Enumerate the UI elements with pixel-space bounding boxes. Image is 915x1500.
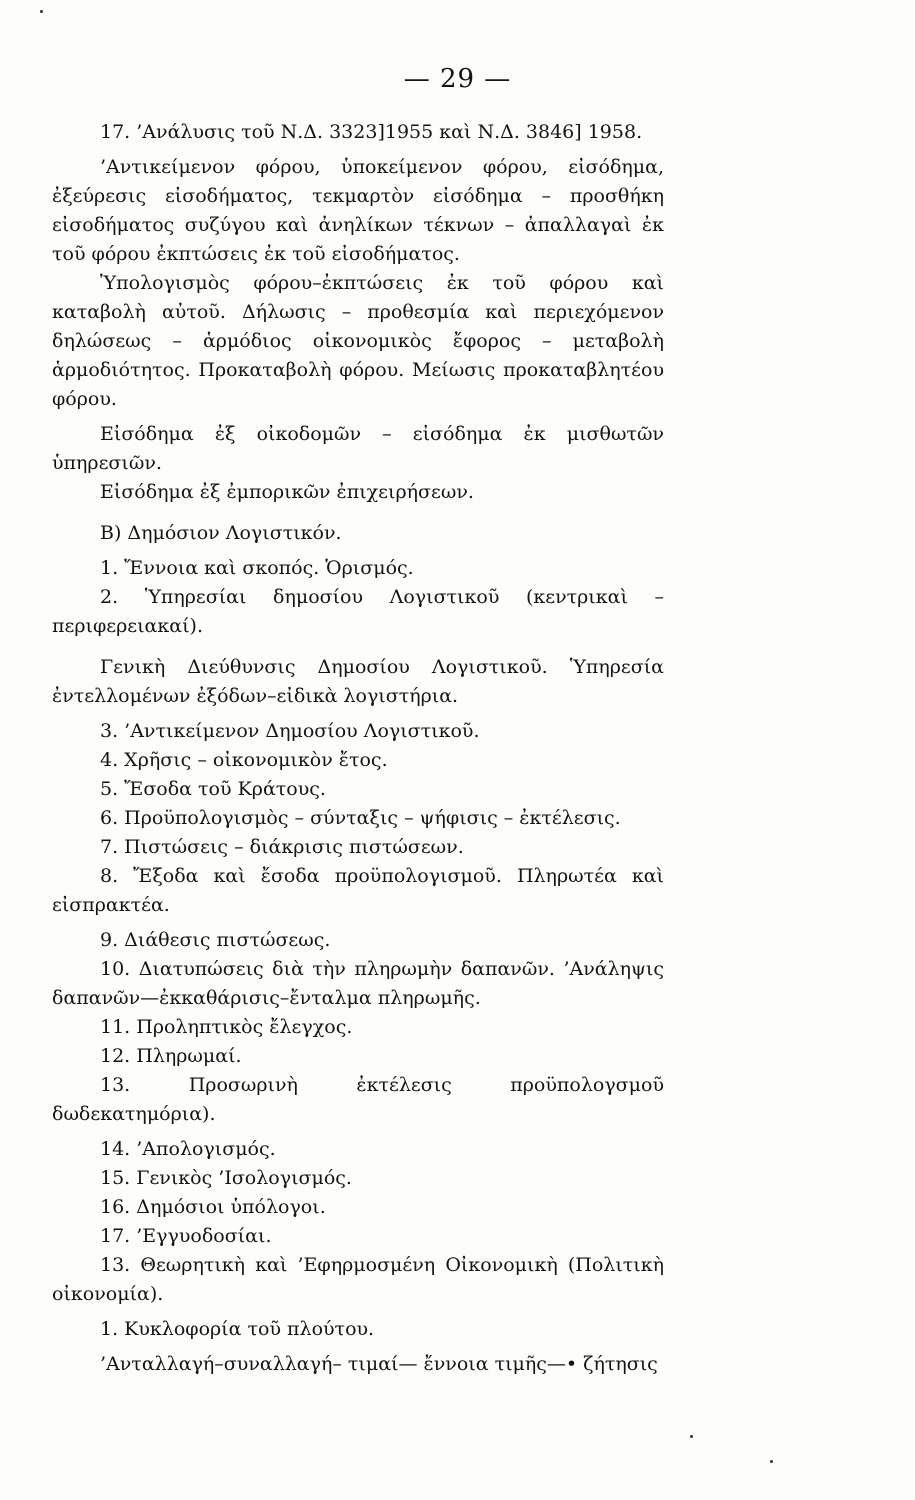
paragraph: Εἰσόδημα ἐξ ἐμπορικῶν ἐπιχειρήσεων. [100,481,474,503]
list-item: 1. Κυκλοφορία τοῦ πλούτου. [100,1318,375,1340]
list-item: 10. Διατυπώσεις διὰ τὴν πληρωμὴν δαπανῶν. ’Ανάληψις δαπανῶν—ἐκκαθάρισις–ἔνταλμα πληρωμῆς. [52,958,664,1009]
list-item: 15. Γενικὸς ’Ισολογισμός. [100,1167,352,1189]
paragraph: Εἰσόδημα ἐξ οἰκοδομῶν – εἰσόδημα ἐκ μισθωτῶν ὑπηρεσιῶν. [52,423,664,474]
list-item: 16. Δημόσιοι ὑπόλογοι. [100,1196,326,1218]
list-item: 2. Ὑπηρεσίαι δημοσίου Λογιστικοῦ (κεντρικαὶ – περιφερειακαί). [52,586,664,637]
paragraph: Γενικὴ Διεύθυνσις Δημοσίου Λογιστικοῦ. Ὑπηρεσία ἐντελλομένων ἐξόδων–εἰδικὰ λογιστήρια. [52,656,664,707]
scan-speck [770,1460,773,1463]
list-item: 1. Ἔννοια καὶ σκοπός. Ὁρισμός. [100,557,414,579]
scan-speck [40,10,43,13]
paragraph: ’Αντικείμενον φόρου, ὑποκείμενον φόρου, εἰσόδημα, ἐξεύρεσις εἰσοδήματος, τεκμαρτὸν εἰσόδημα – προσθήκη εἰσοδήματος συζύγου καὶ ἀνηλίκων τέκνων – ἀπαλλαγαὶ ἐκ τοῦ φόρου ἐκπτώσεις ἐκ τοῦ εἰσοδήματος. [52,156,664,265]
scan-speck [690,1435,693,1438]
page-number: — 29 — [403,64,512,94]
paragraph: Ὑπολογισμὸς φόρου–ἐκπτώσεις ἐκ τοῦ φόρου καὶ καταβολὴ αὐτοῦ. Δήλωσις – προθεσμία καὶ περιεχόμενον δηλώσεως – ἁρμόδιος οἰκονομικὸς ἔφορος – μεταβολὴ ἁρμοδιότητος. Προκαταβολὴ φόρου. Μείωσις προκαταβλητέου φόρου. [52,272,664,410]
paragraph: ’Ανταλλαγή–συναλλαγή– τιμαί— ἔννοια τιμῆς—• ζήτησις [100,1353,658,1375]
list-item: 14. ’Απολογισμός. [100,1138,276,1160]
list-item: 9. Διάθεσις πιστώσεως. [100,929,331,951]
list-item: 6. Προϋπολογισμὸς – σύνταξις – ψήφισις – ἐκτέλεσις. [100,807,621,829]
section-heading: Β) Δημόσιον Λογιστικόν. [100,522,342,544]
list-item: 11. Προληπτικὸς ἔλεγχος. [100,1016,353,1038]
list-item: 5. Ἔσοδα τοῦ Κράτους. [100,778,326,800]
list-item: 4. Χρῆσις – οἰκονομικὸν ἔτος. [100,749,388,771]
list-item: 7. Πιστώσεις – διάκρισις πιστώσεων. [100,836,464,858]
list-item: 3. ’Αντικείμενον Δημοσίου Λογιστικοῦ. [100,720,480,742]
page-body-text [52,118,664,1379]
list-item: 13. Προσωρινὴ ἐκτέλεσις προϋπολογσμοῦ δωδεκατημόρια). [52,1074,664,1125]
list-item: 13. Θεωρητικὴ καὶ ’Εφηρμοσμένη Οἰκονομικὴ (Πολιτικὴ οἰκονομία). [52,1254,664,1305]
list-item: 12. Πληρωμαί. [100,1045,242,1067]
list-item: 17. ’Εγγυοδοσίαι. [100,1225,272,1247]
list-item: 8. Ἔξοδα καὶ ἔσοδα προϋπολογισμοῦ. Πληρωτέα καὶ εἰσπρακτέα. [52,865,664,916]
paragraph: 17. ’Ανάλυσις τοῦ Ν.Δ. 3323]1955 καὶ Ν.Δ. 3846] 1958. [100,121,643,143]
